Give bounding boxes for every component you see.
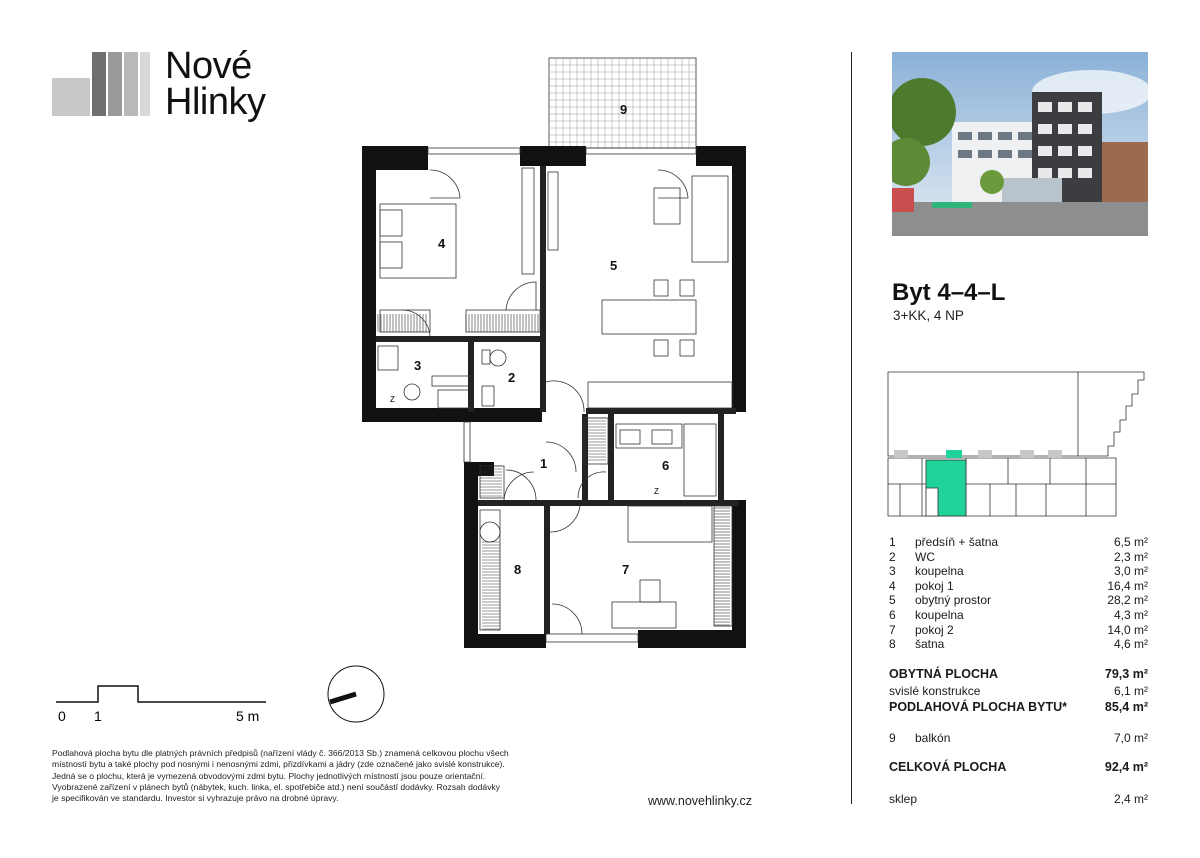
floor-area-value: 85,4 m² (1104, 700, 1148, 714)
balcony-value: 7,0 m² (1113, 731, 1148, 745)
room-name: předsíň + šatna (915, 535, 999, 549)
room-num: 2 (889, 549, 896, 564)
walls-value: 6,1 m² (1113, 684, 1148, 698)
cellar-row (889, 792, 1148, 806)
footnote-line: je specifikován ve standardu. Investor si vyhrazuje právo na drobné úpravy. (52, 793, 339, 804)
room-table (889, 535, 1148, 652)
north-arrow-icon (322, 664, 386, 728)
apartment-title: Byt 4–4–L (892, 279, 1006, 306)
room-area: 28,2 m² (1107, 593, 1148, 608)
room-number: 5 (610, 258, 618, 273)
scale-bar (56, 682, 268, 726)
room-number: 2 (508, 370, 516, 385)
apartment-subtitle: 3+KK, 4 NP (893, 308, 964, 323)
room-name: obytný prostor (915, 593, 992, 608)
room-name: pokoj 1 (915, 578, 954, 593)
scale-label-5: 5 m (236, 708, 260, 724)
room-name: WC (915, 549, 935, 564)
scale-label-0: 0 (58, 708, 66, 724)
room-num: 7 (889, 622, 896, 637)
room-num: 1 (889, 535, 896, 549)
room-row (889, 550, 1148, 565)
z-mark: Z (390, 395, 395, 404)
room-num: 5 (889, 593, 896, 608)
balcony-row (889, 731, 1148, 745)
logo-wordmark (165, 45, 266, 123)
room-number: 6 (662, 458, 670, 473)
room-number: 9 (620, 102, 628, 117)
living-area-label: OBYTNÁ PLOCHA (889, 667, 999, 681)
walls-label: svislé konstrukce (889, 684, 981, 698)
floor-area-label: PODLAHOVÁ PLOCHA BYTU* (889, 700, 1068, 714)
room-area: 16,4 m² (1107, 578, 1148, 593)
room-row (889, 593, 1148, 608)
room-area: 4,6 m² (1113, 637, 1148, 652)
logo-line-1: Nové (165, 45, 252, 87)
building-render (892, 52, 1148, 236)
room-number: 3 (414, 358, 422, 373)
footnote (52, 748, 572, 804)
room-row (889, 535, 1148, 550)
vertical-divider (851, 52, 852, 804)
room-number: 7 (622, 562, 630, 577)
room-area: 4,3 m² (1113, 607, 1148, 622)
key-plan (886, 370, 1150, 520)
room-num: 4 (889, 578, 896, 593)
cellar-label: sklep (889, 792, 918, 806)
room-num: 8 (889, 637, 896, 652)
floor-area-row (889, 700, 1148, 714)
living-area-row (889, 667, 1148, 681)
footnote-line: místností bytu a také plochy pod nosnými i nenosnými zdmi, přizdívkami a jádry (zde označené jako svislé konstrukce). (52, 759, 505, 770)
room-area: 2,3 m² (1113, 549, 1148, 564)
room-row (889, 623, 1148, 638)
room-area: 3,0 m² (1113, 564, 1148, 579)
scale-label-1: 1 (94, 708, 102, 724)
room-name: pokoj 2 (915, 622, 954, 637)
room-num: 6 (889, 607, 896, 622)
room-name: šatna (915, 637, 945, 652)
room-row (889, 637, 1148, 652)
room-name: koupelna (915, 607, 964, 622)
logo-mark (52, 52, 150, 116)
footnote-line: Podlahová plocha bytu dle platných právních předpisů (nařízení vlády č. 366/2013 Sb.) znamená celkovou plochu všech (52, 748, 509, 758)
total-area-label: CELKOVÁ PLOCHA (889, 760, 1007, 774)
room-name: koupelna (915, 564, 964, 579)
room-number: 8 (514, 562, 522, 577)
room-number: 4 (438, 236, 446, 251)
balcony-num: 9 (889, 731, 896, 745)
total-area-value: 92,4 m² (1104, 760, 1148, 774)
logo-line-2: Hlinky (165, 81, 266, 123)
walls-row (889, 684, 1148, 698)
room-num: 3 (889, 564, 896, 579)
room-number: 1 (540, 456, 548, 471)
footnote-line: Jedná se o plochu, která je vymezená obvodovými zdmi bytu. Plochy jednotlivých místností jsou pouze orientační. (52, 770, 486, 781)
total-area-row (889, 760, 1148, 774)
room-row (889, 564, 1148, 579)
room-row (889, 579, 1148, 594)
room-row (889, 608, 1148, 623)
room-area: 14,0 m² (1107, 622, 1148, 637)
z-mark: Z (654, 487, 659, 496)
cellar-value: 2,4 m² (1113, 792, 1148, 806)
room-area: 6,5 m² (1113, 535, 1148, 549)
balcony-label: balkón (915, 731, 951, 745)
website-link[interactable]: www.novehlinky.cz (648, 794, 752, 808)
floor-plan (356, 52, 756, 652)
living-area-value: 79,3 m² (1104, 667, 1148, 681)
footnote-line: Vyobrazené zařízení v plánech bytů (nábytek, kuch. linka, el. spotřebiče atd.) není součástí dodávky. Rozsah dodávky (52, 781, 501, 792)
